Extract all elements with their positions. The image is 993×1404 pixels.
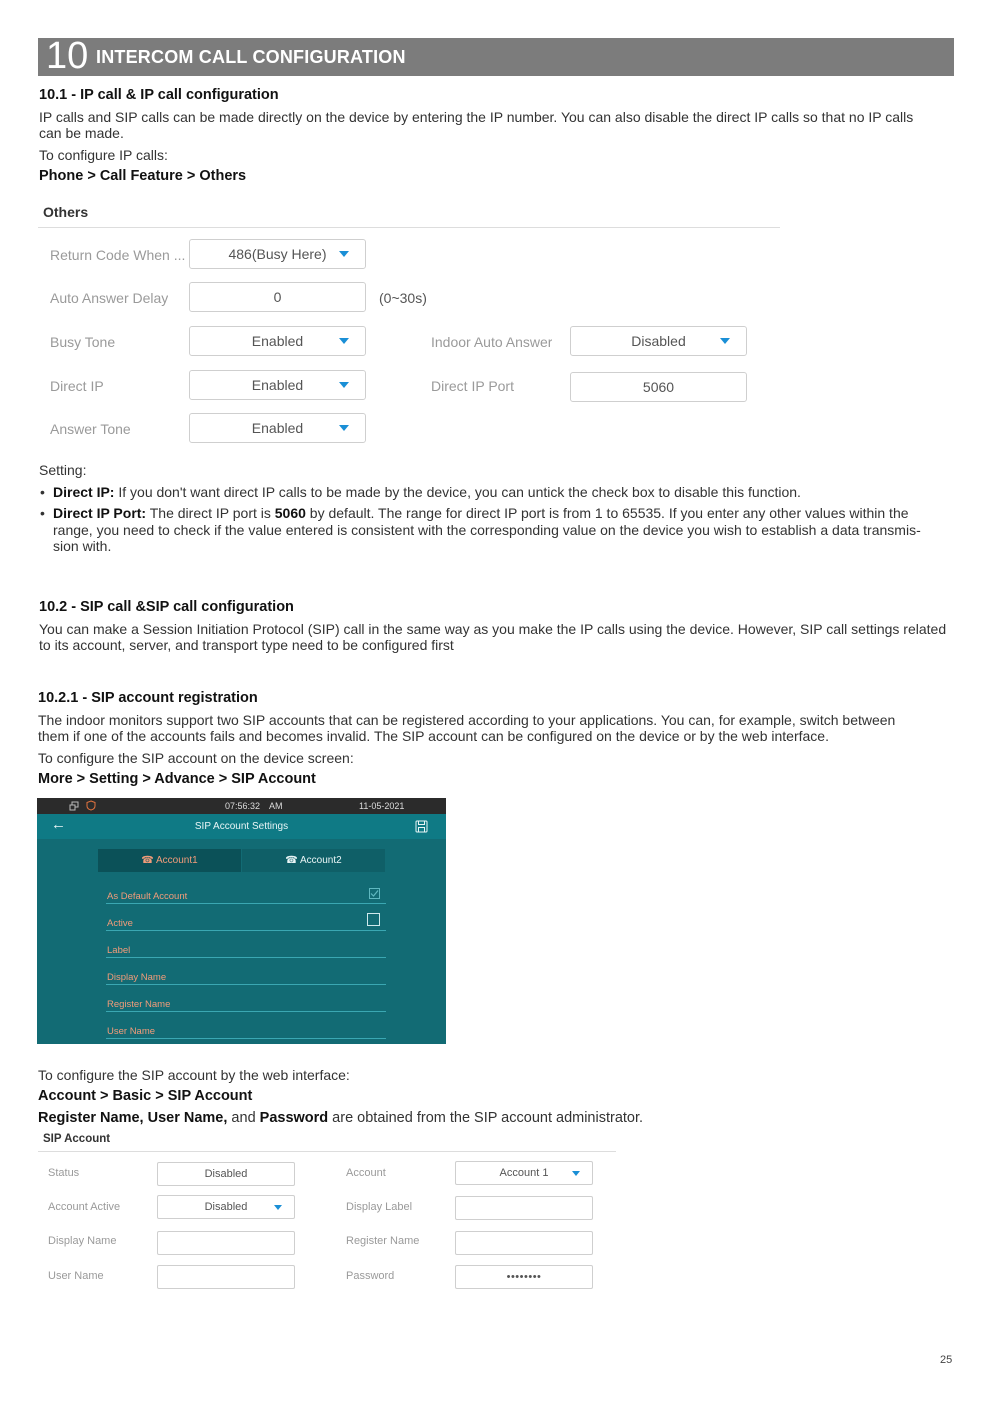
display-name-label: Display Name [48, 1235, 117, 1247]
divider [38, 227, 780, 228]
account-value: Account 1 [499, 1167, 549, 1179]
user-name-input[interactable] [157, 1265, 295, 1289]
auto-answer-delay-value: 0 [273, 289, 282, 305]
dropdown-caret-icon [339, 425, 349, 431]
direct-ip-port-label: Direct IP Port [431, 378, 514, 394]
setting-row-register-name[interactable] [106, 984, 386, 1012]
indoor-auto-answer-select[interactable] [570, 326, 747, 356]
screen-title: SIP Account Settings [194, 821, 289, 832]
section-heading-10-2: 10.2 - SIP call &SIP call configuration [39, 599, 294, 615]
setting-label: Display Name [107, 972, 167, 983]
indoor-auto-answer-label: Indoor Auto Answer [431, 334, 553, 350]
others-panel-title: Others [43, 204, 89, 220]
setting-row-active[interactable] [106, 903, 386, 931]
display-label-input[interactable] [455, 1196, 593, 1220]
settings-heading: Setting: [39, 462, 87, 478]
status-ampm: AM [269, 801, 283, 811]
direct-ip-port-input[interactable] [570, 372, 747, 402]
user-name-label: User Name [48, 1270, 104, 1282]
checkbox-checked[interactable] [369, 888, 380, 899]
s101-intro-line1: IP calls and SIP calls can be made directly on the device by entering the IP number. You can also disable the direct IP calls so that no IP calls [39, 109, 914, 125]
credentials-and: and [227, 1110, 260, 1126]
default-port: 5060 [274, 505, 306, 521]
account-label: Account [346, 1167, 386, 1179]
section-heading-10-2-1: 10.2.1 - SIP account registration [38, 690, 258, 706]
screen-title-bar [37, 814, 446, 839]
status-time: 07:56:32 [225, 801, 261, 811]
account-tabs [98, 849, 385, 872]
bullet-text: The direct IP port is [146, 505, 275, 521]
status-value: Disabled [204, 1168, 248, 1180]
s1021-line1: The indoor monitors support two SIP accounts that can be registered according to your applications. You can, for example, switch between [38, 712, 896, 728]
dropdown-caret-icon [339, 338, 349, 344]
bullet-term: Direct IP Port: [53, 505, 147, 521]
chapter-header [38, 35, 954, 77]
web-intro-line: To configure the SIP account by the web interface: [38, 1067, 350, 1083]
section-heading-10-1: 10.1 - IP call & IP call configuration [39, 87, 279, 103]
direct-ip-select[interactable] [189, 370, 366, 400]
tab-label: Account1 [156, 855, 198, 866]
busy-tone-value: Enabled [251, 333, 304, 349]
return-code-select[interactable] [189, 239, 366, 269]
web-menu-path: Account > Basic > SIP Account [38, 1088, 253, 1104]
busy-tone-label: Busy Tone [50, 334, 116, 350]
setting-row-label[interactable] [106, 930, 386, 958]
answer-tone-select[interactable] [189, 413, 366, 443]
dropdown-caret-icon [274, 1205, 282, 1210]
setting-row-user-name[interactable] [106, 1011, 386, 1039]
credentials-fields: Register Name, User Name, [38, 1110, 228, 1126]
credentials-rest: are obtained from the SIP account administrator. [328, 1110, 644, 1126]
s1021-to-configure: To configure the SIP account on the device screen: [38, 750, 354, 766]
password-input[interactable] [455, 1265, 593, 1289]
return-code-value: 486(Busy Here) [228, 246, 327, 262]
status-label: Status [48, 1167, 80, 1179]
answer-tone-label: Answer Tone [50, 421, 131, 437]
credentials-password: Password [259, 1110, 329, 1126]
auto-answer-delay-input[interactable] [189, 282, 366, 312]
s101-menu-path: Phone > Call Feature > Others [39, 168, 247, 184]
s1021-menu-path: More > Setting > Advance > SIP Account [38, 771, 316, 787]
direct-ip-value: Enabled [251, 377, 304, 393]
answer-tone-value: Enabled [251, 420, 304, 436]
setting-label: As Default Account [107, 891, 188, 902]
setting-row-display-name[interactable] [106, 957, 386, 985]
sip-panel-title: SIP Account [43, 1133, 111, 1145]
s102-line2: to its account, server, and transport type need to be configured first [39, 637, 454, 653]
status-bar [37, 798, 446, 814]
back-arrow-icon[interactable]: ← [51, 816, 66, 833]
s102-line1: You can make a Session Initiation Protocol (SIP) call in the same way as you make the IP calls using the device. However, SIP call settings related [39, 621, 947, 637]
account-active-select[interactable] [157, 1195, 295, 1219]
setting-label: Label [107, 945, 131, 956]
bullet-continuation: sion with. [53, 538, 112, 554]
busy-tone-select[interactable] [189, 326, 366, 356]
dropdown-caret-icon [720, 338, 730, 344]
bullet-continuation: range, you need to check if the value entered is consistent with the corresponding value on the device you wish to establish a data transmis- [53, 522, 921, 538]
window-icon [69, 801, 79, 811]
s101-intro-line2: can be made. [39, 125, 124, 141]
auto-answer-delay-hint: (0~30s) [379, 290, 427, 306]
display-label-label: Display Label [346, 1201, 413, 1213]
direct-ip-label: Direct IP [50, 378, 104, 394]
shield-icon [86, 800, 96, 811]
phone-icon: ☎ [141, 855, 154, 866]
setting-row-default-account[interactable] [106, 876, 386, 904]
s101-to-configure: To configure IP calls: [39, 147, 168, 163]
password-value: •••••••• [506, 1271, 542, 1283]
setting-label: User Name [107, 1026, 156, 1037]
dropdown-caret-icon [572, 1171, 580, 1176]
return-code-label: Return Code When ... [50, 247, 186, 263]
display-name-input[interactable] [157, 1231, 295, 1255]
s1021-line2: them if one of the accounts fails and becomes invalid. The SIP account can be configured on the device or by the web interface. [38, 728, 829, 744]
dropdown-caret-icon [339, 382, 349, 388]
setting-label: Register Name [107, 999, 171, 1010]
account-active-value: Disabled [204, 1201, 248, 1213]
tab-account1[interactable] [98, 849, 241, 872]
indoor-auto-answer-value: Disabled [631, 333, 686, 349]
check-icon [370, 889, 379, 898]
divider [38, 1151, 616, 1152]
chapter-number: 10 [46, 35, 89, 77]
auto-answer-delay-label: Auto Answer Delay [50, 290, 169, 306]
bullet-text: If you don't want direct IP calls to be made by the device, you can untick the check box to disable this function. [114, 484, 801, 500]
setting-label: Active [107, 918, 133, 929]
checkbox-unchecked[interactable] [367, 913, 380, 926]
direct-ip-port-value: 5060 [642, 379, 675, 395]
credentials-note [38, 1110, 643, 1126]
account-active-label: Account Active [48, 1201, 121, 1213]
status-field [157, 1162, 295, 1186]
tab-label: Account2 [300, 855, 342, 866]
register-name-input[interactable] [455, 1231, 593, 1255]
dropdown-caret-icon [339, 251, 349, 257]
page-number: 25 [940, 1354, 953, 1366]
chapter-title: INTERCOM CALL CONFIGURATION [96, 47, 406, 67]
register-name-label: Register Name [346, 1235, 420, 1247]
phone-icon: ☎ [285, 855, 298, 866]
tab-account2[interactable] [242, 849, 385, 872]
password-label: Password [346, 1270, 395, 1282]
bullet-text: by default. The range for direct IP port is from 1 to 65535. If you enter any other values within the [305, 505, 909, 521]
bullet-term: Direct IP: [53, 484, 115, 500]
account-select[interactable] [455, 1161, 593, 1185]
device-screen [37, 798, 446, 1044]
status-date: 11-05-2021 [359, 801, 405, 811]
save-icon[interactable] [415, 820, 428, 833]
